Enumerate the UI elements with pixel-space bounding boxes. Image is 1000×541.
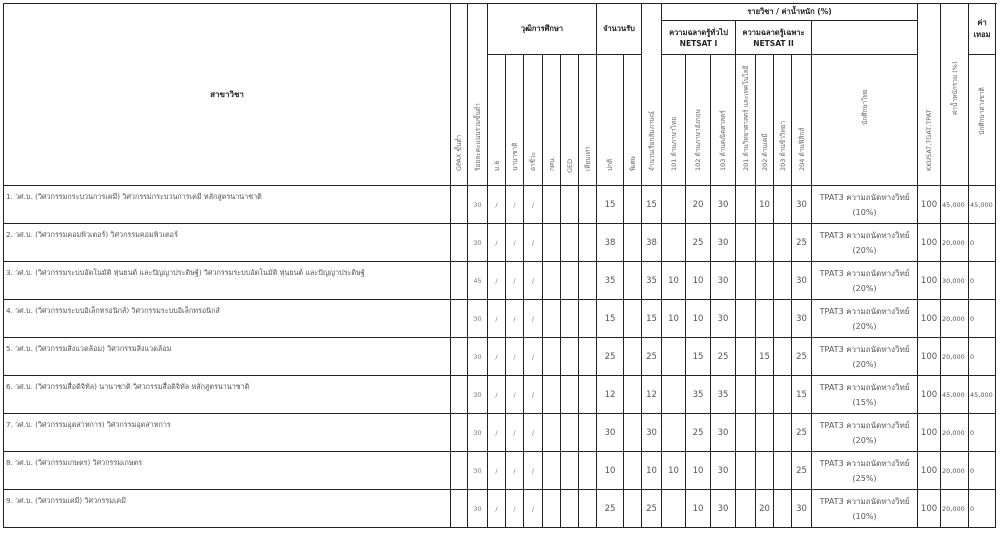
header-qualification: วุฒิการศึกษา: [488, 4, 597, 55]
kku-cell: TPAT3 ความถนัดทางวิทย์ (10%): [812, 186, 918, 224]
total-weight-cell: 100: [918, 452, 941, 490]
s203-cell: [774, 224, 792, 262]
major-name: 5. วศ.บ. (วิศวกรรมสิ่งแวดล้อม) วิศวกรรมสิ่งแวดล้อม: [4, 338, 451, 376]
intake-total-cell: 30: [642, 414, 662, 452]
qual-ged-cell: [561, 186, 579, 224]
s203-cell: [774, 262, 792, 300]
intake-special-cell: [624, 490, 642, 528]
qual-nfe-cell: [543, 300, 561, 338]
intake-special-cell: [624, 376, 642, 414]
gpax-cell: [451, 376, 468, 414]
major-name: 7. วศ.บ. (วิศวกรรมอุตสาหการ) วิศวกรรมอุตสาหการ: [4, 414, 451, 452]
qual-inter-cell: /: [506, 490, 524, 528]
header-kku-label: KKUSAT,TGAT,TPAT: [925, 109, 934, 171]
intake-total-cell: 35: [642, 262, 662, 300]
s204-cell: 30: [792, 186, 812, 224]
s202-cell: [756, 300, 774, 338]
intake-special-cell: [624, 262, 642, 300]
s103-cell: 25: [711, 338, 736, 376]
s204-cell: 25: [792, 414, 812, 452]
gpax-cell: [451, 262, 468, 300]
qual-equiv-cell: [579, 186, 597, 224]
header-intake-special: [624, 55, 642, 186]
intake-total-cell: 25: [642, 490, 662, 528]
s201-cell: [736, 338, 756, 376]
gpax-cell: [451, 224, 468, 262]
gpax-cell: [451, 452, 468, 490]
header-s203: [774, 55, 792, 186]
header-subjects: รายวิชา / ค่าน้ำหนัก (%): [662, 4, 918, 21]
percent-cell: 30: [468, 300, 488, 338]
table-row: [4, 452, 996, 490]
qual-nfe-cell: [543, 376, 561, 414]
s204-cell: 30: [792, 490, 812, 528]
s102-cell: 35: [686, 376, 711, 414]
s203-cell: [774, 490, 792, 528]
s201-cell: [736, 376, 756, 414]
header-kku: [918, 4, 941, 186]
intake-normal-cell: 38: [597, 224, 624, 262]
header-intake-total-label: จำนวนเรียกสัมภาษณ์: [647, 111, 656, 171]
fee-foreign-cell: 45,000: [969, 186, 996, 224]
s102-cell: 15: [686, 338, 711, 376]
intake-total-cell: 10: [642, 452, 662, 490]
intake-special-cell: [624, 224, 642, 262]
gpax-cell: [451, 186, 468, 224]
qual-inter-cell: /: [506, 300, 524, 338]
qual-voc-cell: /: [524, 452, 543, 490]
fee-thai-cell: 20,000: [941, 414, 969, 452]
s202-cell: [756, 262, 774, 300]
intake-special-cell: [624, 186, 642, 224]
qual-inter-cell: /: [506, 262, 524, 300]
s201-cell: [736, 300, 756, 338]
header-s201: [736, 55, 756, 186]
header-percent-label: ร้อยละคะแนนรวมขั้นต่ำ: [473, 103, 482, 171]
qual-inter-cell: /: [506, 452, 524, 490]
s203-cell: [774, 452, 792, 490]
header-netsat1: [662, 21, 736, 55]
fee-thai-cell: 20,000: [941, 452, 969, 490]
header-s101: [662, 55, 686, 186]
kku-cell: TPAT3 ความถนัดทางวิทย์ (20%): [812, 300, 918, 338]
header-netsat2-title: ความฉลาดรู้เฉพาะ: [742, 28, 805, 37]
header-intake-total: [642, 4, 662, 186]
header-subject-label: 201 ด้านวิทยาศาสตร์ และเทคโนโลยี: [741, 65, 750, 171]
table-row: [4, 300, 996, 338]
header-intake-label: พิเศษ: [628, 156, 637, 171]
s201-cell: [736, 224, 756, 262]
major-name: 3. วศ.บ. (วิศวกรรมระบบอัตโนมัติ หุ่นยนต์ และปัญญาประดิษฐ์) วิศวกรรมระบบอัตโนมัติ หุ่นยนต์ และปัญญาประดิษฐ์: [4, 262, 451, 300]
s101-cell: 10: [662, 262, 686, 300]
percent-cell: 45: [468, 262, 488, 300]
fee-thai-cell: 30,000: [941, 262, 969, 300]
gpax-cell: [451, 490, 468, 528]
s103-cell: 30: [711, 414, 736, 452]
header-gpax-label: GPAX ขั้นต่ำ: [455, 134, 463, 171]
s102-cell: 10: [686, 262, 711, 300]
s103-cell: 30: [711, 224, 736, 262]
header-s103: [711, 55, 736, 186]
qual-nfe-cell: [543, 186, 561, 224]
qual-voc-cell: /: [524, 224, 543, 262]
qual-nfe-cell: [543, 224, 561, 262]
qual-ged-cell: [561, 490, 579, 528]
qual-ged-cell: [561, 376, 579, 414]
header-intake-normal: [597, 55, 624, 186]
table-row: [4, 414, 996, 452]
total-weight-cell: 100: [918, 262, 941, 300]
qual-nfe-cell: [543, 338, 561, 376]
qual-ged-cell: [561, 262, 579, 300]
s204-cell: 30: [792, 262, 812, 300]
percent-cell: 30: [468, 490, 488, 528]
total-weight-cell: 100: [918, 186, 941, 224]
qual-m6-cell: /: [488, 376, 506, 414]
s202-cell: [756, 376, 774, 414]
intake-total-cell: 15: [642, 186, 662, 224]
header-fee-thai: [812, 55, 918, 186]
fee-thai-cell: 45,000: [941, 376, 969, 414]
qual-voc-cell: /: [524, 262, 543, 300]
gpax-cell: [451, 414, 468, 452]
s102-cell: 10: [686, 490, 711, 528]
fee-thai-cell: 20,000: [941, 490, 969, 528]
s202-cell: [756, 452, 774, 490]
header-q-ged: [561, 55, 579, 186]
s103-cell: 30: [711, 300, 736, 338]
s202-cell: [756, 414, 774, 452]
s102-cell: 25: [686, 414, 711, 452]
s202-cell: 15: [756, 338, 774, 376]
header-subject-label: 202 ด้านเคมี: [760, 133, 769, 171]
intake-normal-cell: 15: [597, 186, 624, 224]
header-fee: ค่าเทอม: [969, 4, 996, 55]
qual-nfe-cell: [543, 490, 561, 528]
fee-thai-cell: 20,000: [941, 224, 969, 262]
header-q-label: เทียบเท่า: [583, 146, 592, 171]
qual-m6-cell: /: [488, 186, 506, 224]
s203-cell: [774, 376, 792, 414]
s203-cell: [774, 414, 792, 452]
fee-thai-cell: 45,000: [941, 186, 969, 224]
fee-foreign-cell: 0: [969, 452, 996, 490]
s101-cell: 10: [662, 452, 686, 490]
major-name: 9. วศ.บ. (วิศวกรรมเคมี) วิศวกรรมเคมี: [4, 490, 451, 528]
qual-ged-cell: [561, 338, 579, 376]
header-netsat1-title: ความฉลาดรู้ทั่วไป: [669, 28, 728, 37]
header-s202: [756, 55, 774, 186]
header-s102: [686, 55, 711, 186]
intake-normal-cell: 15: [597, 300, 624, 338]
qual-m6-cell: /: [488, 338, 506, 376]
qual-m6-cell: /: [488, 224, 506, 262]
intake-special-cell: [624, 414, 642, 452]
s103-cell: 30: [711, 262, 736, 300]
s202-cell: 20: [756, 490, 774, 528]
total-weight-cell: 100: [918, 414, 941, 452]
qual-ged-cell: [561, 452, 579, 490]
qual-ged-cell: [561, 300, 579, 338]
header-q-label: กศน.: [547, 156, 556, 171]
table-row: [4, 376, 996, 414]
header-q-voc: [524, 55, 543, 186]
total-weight-cell: 100: [918, 338, 941, 376]
header-fee-foreign: [969, 55, 996, 186]
header-percent: [468, 4, 488, 186]
percent-cell: 30: [468, 376, 488, 414]
qual-voc-cell: /: [524, 490, 543, 528]
s201-cell: [736, 186, 756, 224]
s102-cell: 20: [686, 186, 711, 224]
s101-cell: 10: [662, 300, 686, 338]
qual-voc-cell: /: [524, 414, 543, 452]
intake-total-cell: 12: [642, 376, 662, 414]
qual-equiv-cell: [579, 452, 597, 490]
s201-cell: [736, 490, 756, 528]
fee-foreign-cell: 0: [969, 300, 996, 338]
intake-normal-cell: 10: [597, 452, 624, 490]
fee-foreign-cell: 0: [969, 262, 996, 300]
qual-ged-cell: [561, 224, 579, 262]
kku-cell: TPAT3 ความถนัดทางวิทย์ (20%): [812, 338, 918, 376]
s103-cell: 35: [711, 376, 736, 414]
qual-equiv-cell: [579, 338, 597, 376]
s101-cell: [662, 490, 686, 528]
intake-total-cell: 38: [642, 224, 662, 262]
qual-inter-cell: /: [506, 224, 524, 262]
header-subject-label: 203 ด้านชีววิทยา: [778, 120, 787, 171]
kku-cell: TPAT3 ความถนัดทางวิทย์ (20%): [812, 262, 918, 300]
table-row: [4, 490, 996, 528]
s102-cell: 10: [686, 300, 711, 338]
header-q-m6: [488, 55, 506, 186]
table-row: [4, 224, 996, 262]
header-fee-label: นักศึกษาต่างชาติ: [978, 87, 987, 135]
header-intake-label: ปกติ: [606, 158, 615, 171]
kku-cell: TPAT3 ความถนัดทางวิทย์ (20%): [812, 414, 918, 452]
header-gpax: [451, 4, 468, 186]
s202-cell: 10: [756, 186, 774, 224]
header-fee-label: นักศึกษาไทย: [860, 89, 869, 125]
intake-normal-cell: 35: [597, 262, 624, 300]
major-name: 4. วศ.บ. (วิศวกรรมระบบอิเล็กทรอนิกส์) วิศวกรรมระบบอิเล็กทรอนิกส์: [4, 300, 451, 338]
s204-cell: 15: [792, 376, 812, 414]
qual-voc-cell: /: [524, 376, 543, 414]
fee-foreign-cell: 45,000: [969, 376, 996, 414]
s101-cell: [662, 376, 686, 414]
fee-foreign-cell: 0: [969, 414, 996, 452]
qual-inter-cell: /: [506, 338, 524, 376]
qual-equiv-cell: [579, 300, 597, 338]
s101-cell: [662, 186, 686, 224]
intake-normal-cell: 25: [597, 490, 624, 528]
s204-cell: 25: [792, 338, 812, 376]
qual-equiv-cell: [579, 414, 597, 452]
header-q-label: ม.6: [492, 160, 501, 171]
qual-inter-cell: /: [506, 186, 524, 224]
qual-ged-cell: [561, 414, 579, 452]
percent-cell: 30: [468, 186, 488, 224]
qual-equiv-cell: [579, 376, 597, 414]
s204-cell: 30: [792, 300, 812, 338]
table-row: [4, 338, 996, 376]
header-netsat1-sub: NETSAT I: [679, 39, 718, 48]
qual-voc-cell: /: [524, 338, 543, 376]
qual-equiv-cell: [579, 490, 597, 528]
total-weight-cell: 100: [918, 490, 941, 528]
qual-m6-cell: /: [488, 300, 506, 338]
percent-cell: 30: [468, 338, 488, 376]
kku-cell: TPAT3 ความถนัดทางวิทย์ (20%): [812, 224, 918, 262]
table-row: [4, 262, 996, 300]
total-weight-cell: 100: [918, 376, 941, 414]
kku-cell: TPAT3 ความถนัดทางวิทย์ (15%): [812, 376, 918, 414]
header-s204: [792, 55, 812, 186]
header-intake: จำนวนรับ: [597, 4, 642, 55]
s202-cell: [756, 224, 774, 262]
qual-voc-cell: /: [524, 300, 543, 338]
header-q-label: GED: [565, 158, 574, 173]
qual-m6-cell: /: [488, 262, 506, 300]
intake-special-cell: [624, 452, 642, 490]
header-netsat2: [736, 21, 812, 55]
s201-cell: [736, 414, 756, 452]
qual-equiv-cell: [579, 262, 597, 300]
s102-cell: 25: [686, 224, 711, 262]
gpax-cell: [451, 300, 468, 338]
major-name: 1. วศ.บ. (วิศวกรรมกระบวนการเคมี) วิศวกรรมกระบวนการเคมี หลักสูตรนานาชาติ: [4, 186, 451, 224]
fee-foreign-cell: 0: [969, 338, 996, 376]
fee-thai-cell: 20,000: [941, 300, 969, 338]
admission-table: [3, 3, 996, 528]
qual-equiv-cell: [579, 224, 597, 262]
fee-thai-cell: 20,000: [941, 338, 969, 376]
table-row: [4, 186, 996, 224]
major-name: 8. วศ.บ. (วิศวกรรมเกษตร) วิศวกรรมเกษตร: [4, 452, 451, 490]
s101-cell: [662, 338, 686, 376]
kku-cell: TPAT3 ความถนัดทางวิทย์ (25%): [812, 452, 918, 490]
major-name: 6. วศ.บ. (วิศวกรรมสื่อดิจิทัล) นานาชาติ วิศวกรรมสื่อดิจิทัล หลักสูตรนานาชาติ: [4, 376, 451, 414]
header-netsat2-sub: NETSAT II: [753, 39, 794, 48]
total-weight-cell: 100: [918, 300, 941, 338]
qual-voc-cell: /: [524, 186, 543, 224]
header-subject-label: 101 ด้านภาษาไทย: [669, 116, 678, 171]
header-major: สาขาวิชา: [4, 4, 451, 186]
qual-nfe-cell: [543, 262, 561, 300]
intake-special-cell: [624, 300, 642, 338]
qual-m6-cell: /: [488, 414, 506, 452]
s103-cell: 30: [711, 490, 736, 528]
major-name: 2. วศ.บ. (วิศวกรรมคอมพิวเตอร์) วิศวกรรมคอมพิวเตอร์: [4, 224, 451, 262]
s103-cell: 30: [711, 186, 736, 224]
s204-cell: 25: [792, 452, 812, 490]
s203-cell: [774, 338, 792, 376]
s201-cell: [736, 452, 756, 490]
fee-foreign-cell: 0: [969, 224, 996, 262]
header-q-inter: [506, 55, 524, 186]
qual-m6-cell: /: [488, 452, 506, 490]
s102-cell: 10: [686, 452, 711, 490]
intake-total-cell: 25: [642, 338, 662, 376]
header-q-equiv: [579, 55, 597, 186]
total-weight-cell: 100: [918, 224, 941, 262]
fee-foreign-cell: 0: [969, 490, 996, 528]
percent-cell: 30: [468, 452, 488, 490]
qual-inter-cell: /: [506, 414, 524, 452]
header-q-label: นานาชาติ: [510, 142, 519, 171]
qual-inter-cell: /: [506, 376, 524, 414]
gpax-cell: [451, 338, 468, 376]
s103-cell: 30: [711, 452, 736, 490]
qual-nfe-cell: [543, 414, 561, 452]
header-subject-label: 204 ด้านฟิสิกส์: [797, 127, 806, 171]
s201-cell: [736, 262, 756, 300]
percent-cell: 30: [468, 224, 488, 262]
header-q-label: อาชีวะ: [529, 151, 537, 171]
intake-normal-cell: 30: [597, 414, 624, 452]
percent-cell: 30: [468, 414, 488, 452]
s101-cell: [662, 414, 686, 452]
intake-special-cell: [624, 338, 642, 376]
s101-cell: [662, 224, 686, 262]
intake-total-cell: 15: [642, 300, 662, 338]
header-total-weight-label: ค่าน้ำหนักรวม (%): [950, 61, 959, 115]
s203-cell: [774, 300, 792, 338]
intake-normal-cell: 25: [597, 338, 624, 376]
kku-cell: TPAT3 ความถนัดทางวิทย์ (10%): [812, 490, 918, 528]
header-subject-label: 102 ด้านภาษาอังกฤษ: [694, 109, 703, 171]
header-subject-label: 103 ด้านคณิตศาสตร์: [719, 110, 728, 171]
qual-nfe-cell: [543, 452, 561, 490]
s204-cell: 25: [792, 224, 812, 262]
header-total-weight: [941, 4, 969, 186]
intake-normal-cell: 12: [597, 376, 624, 414]
s203-cell: [774, 186, 792, 224]
qual-m6-cell: /: [488, 490, 506, 528]
header-q-nfe: [543, 55, 561, 186]
